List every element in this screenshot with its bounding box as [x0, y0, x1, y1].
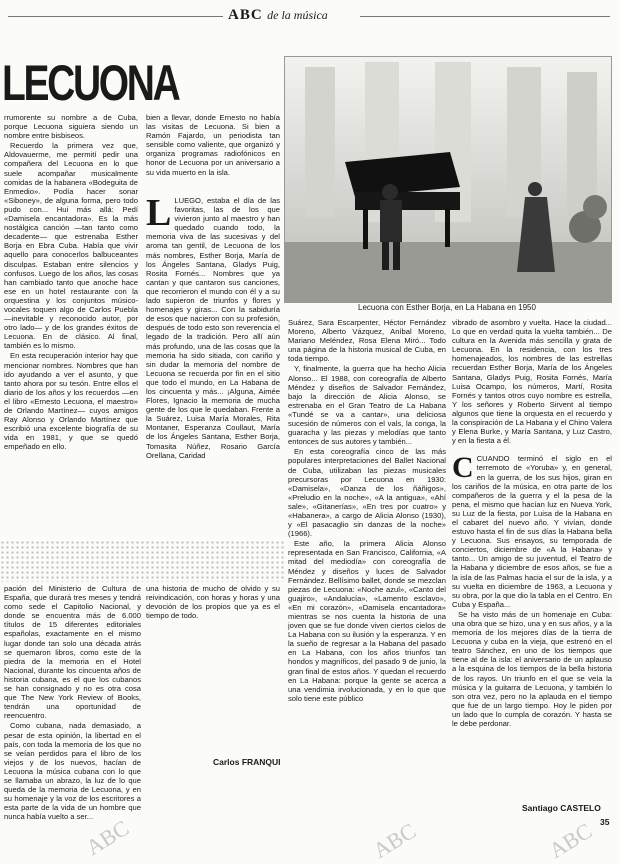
page-header — [228, 6, 328, 24]
lead-column-5 — [452, 318, 612, 796]
lead-col1-paragraph: Recuerdo la primera vez que, Aldovauerme, me permití pedir una compañera del Lecuona en lo que suele acompañar musicalmente comidas de la habanera «Bodeguita de Enmedio». Podía hacer sonar «Siboney», de alguna forma, pero todo pudo con... Hui más allá: Pedí «Damisela encantadora». Es la más nostálgica canción —tan tanto como decadente— que estrenaba Esther Borja en Ebra Cuba. Había que vivir aquello para conocerlos balbuceantes disculpas. Estaban entre silencios y confusos. Luego de los años, las cosas han cambiado tanto que anoche hace ese en un hotel restaurante con la orquestina y los conjuntos músico-vocales toquen algo de Carlos Puebla —inevitable y reconocido autor, por otro lado— y de los grandes éxitos de Lecuona. En de clásico. Al final, también es lo mismo. — [4, 141, 138, 351]
lower-col1-paragraph: pación del Ministerio de Cultura de España, que durará tres meses y tendrá como sede el Capitolio Nacional, y donde se encuentra más de 6.000 títulos de 15 diferentes editoriales españolas, exactamente en el mismo lugar donde tan solo una década atrás se quemaron libros, como este de la piedra de la memoria en el Hotel Nacional, durante los cincuenta años de historia cubana, es el que los cubanos se han consignado y no es otra cosa que The New York Review of Books, tendrán una oportunidad de reencuentro. — [4, 584, 141, 721]
page-number: 35 — [600, 817, 610, 827]
lead-col4-paragraph: Este año, la primera Alicia Alonso representada en San Francisco, California, «A mitad del mediodía» con coreografía de Méndez y diseños y luces de Salvador Fernández. Bellísimo ballet, donde se mezclan piezas de Lecuona: «Noche azul», «Canto del guajiro», «Andalucía», «Lamento esclavo», «En mi corazón», «Damisela encantadora» mientras se nos cuenta la historia de una joven que se fue donde viven ciertos cielos de La Habana con su ilusión y la esperanza. Y en la sueño de regresar a la Habana del pasado en La Habana, con los años triunfos tan hondos y magníficos, del pasado 9 de junio, la gran final de estos años. Y quedan el recuerdo en La Habana: porque la gente se acerca a una vendimia irvolucionada, y en lo que que solo tiene este público — [288, 539, 446, 703]
page-title: LECUONA — [2, 55, 179, 111]
photo-caption: Lecuona con Esther Borja, en La Habana en 1950 — [358, 303, 536, 312]
lead-col4-paragraph: En esta coreografía cinco de las más populares interpretaciones del Ballet Nacional de Cuba, utilizaban las piezas musicales precursoras por Lecuona en 1930: «Damisela», «Danza de los ñáñigos», «Preludio en la noche», «A la antigua», «Ahí sale», «Gitanerías», «En tres por cuatro» y «Habanera», a cargo de Alicia Alonso (1930), y «El pasacaglio sin danzas de la noche» (1966). — [288, 447, 446, 539]
signature-franqui: Carlos FRANQUI — [213, 757, 281, 767]
halftone-band — [0, 540, 285, 582]
lead-column-1 — [4, 113, 138, 452]
header-rule-right — [360, 16, 610, 17]
photo — [284, 56, 612, 303]
watermark: ABC — [544, 817, 597, 864]
lead-col1-paragraph: rrumorente su nombre a de Cuba, porque Lecuona siguiera siendo un nombre entre bisbiseos. — [4, 113, 138, 141]
lead-col5-paragraph: vibrado de asombro y vuelta. Hace la ciudad... Lo que en verdad quita la vuelta también... De cultura en la Avenida más sencilla y grata de Lecuona. En la residencia, con los tres homenajeados, los nombres de las estrellas recuerdan Esther Borja, María de los Ángeles Santana, Gladys Puig, Rosita Fornés, María Luisa Ocampo, los números, Martí, Rosita Fornés y tantos otros cuyo nombre es estrella, Y los señores y Roberto Sirvent al tiempo algunos que tiene la orquesta en el recuerdo y la conspiración de La Habana y el Chino Valera y Elena Burke, y María Santana, y Luz Castro, y en la fiesta a él. — [452, 318, 612, 446]
lead-col1-paragraph: En esta recuperación interior hay que mencionar nombres. Nombres que han ido ayudando a ver el asunto, y que tanto ahora por su tesón. Entre ellos el diario de los años y los recuerdos —en el libro «Ernesto Lecuona, el maestro» de Orlando Martínez— cuyos amigos Ray Alonso y Orlando Martínez que escribió una excelente biografía de su vida en 1981, y que se quedó empeñado en ello. — [4, 351, 138, 452]
lead-column-4 — [288, 318, 446, 846]
drop-cap: L — [146, 192, 172, 234]
photo-illustration — [285, 57, 611, 302]
lead-col5-paragraph: Se ha visto más de un homenaje en Cuba: una obra que se hizo, una y en sus años, y a la memoria de los mejores días de la tierra de Lecuona y cuba en la vieja, que estrenó en el teatro Sánchez, en uno de los tiempos que tiene al de la isla: el aniversario de un aplauso a la esquina de los tiempos de la bella historia de los rayos. Un triunfo en el que se veía la música y la guitarra de Lecuona, y también lo son otra vez, pero no la aplauda en el tiempo que fue de un largo tiempo. Hoy le piden por un lado que lo cumpla de corazón. Y hasta se le debe perdonar. — [452, 609, 612, 729]
lead-col4-paragraph: Suárez, Sara Escarpenter, Héctor Fernández Moreno, Alberto Vázquez, Aníbal Moreno, Mariano Meléndez, Rosa Elena Miró... Todo una página de la historia musical de Cuba, en toda tiempo. — [288, 318, 446, 364]
lower-column-1 — [4, 584, 141, 846]
header-rule-left — [8, 16, 223, 17]
lead-col4-paragraph: Y, finalmente, la guerra que ha hecho Alicia Alonso... El 1988, con coreografía de Alberto Méndez y diseños de Salvador Fernández, bajo la dirección de Alicia Alonso, se estrenaba en el Gran Teatro de La Habana «Tundé se va a cantar», una deliciosa sucesión de números con el vals, la conga, la guaracha y las piezas y melodías que tanto entonces de sus autores y también... — [288, 364, 446, 447]
lead-column-3 — [146, 192, 280, 460]
watermark: ABC — [368, 817, 421, 864]
lead-col3-paragraph: LUEGO, estaba el día de las favoritas, las de los que vivieron junto al maestro y han quedado cuando todo, la memoria viva de las sucesivas y del aroma tan gentil, de Lecuona de los más nombres, Esther Borja, María de los Ángeles Santana, Gladys Puig, Rosita Fornés... Nombres que ya cantan y que cantaron sus canciones, que recorrieron el mundo con él y a su lado supieron de triunfos y flores y homenajes y giras... Con la sabiduría de esos que nacieron con su profesión, después de todo esto son reverencia el legado de la tradición. Pero allí aún más profundo, una de las cosas que la memoria ha sido sitiada, con cariño y sin dudar la memoria del nombre de Lecuona se recuerda por fin en el sitio que todo el mundo, en La Habana de los cincuenta y más... ¡Alguna, Aimée Flores, Ignacio la memoria de mucha gente de los que le quedaban. Frente a la Suárez, Luisa María Morales, Rita Montaner, Esperanza Coullaut, María de los Ángeles Santana, Esther Borja, Tomasita Núñez, Rosario García Orellana, Caridad — [146, 196, 280, 460]
lead-col2-paragraph: bien a llevar, donde Ernesto no había las visitas de Lecuona. Si bien a Ramón Fajardo, un periodista tan sensible como valiente, que organizó y organiza programas radiofónicos en honor de Lecuona por un aniversario a su vida muerto en la isla. — [146, 113, 280, 177]
signature-castelo: Santiago CASTELO — [522, 803, 601, 813]
watermark: ABC — [81, 814, 134, 861]
lower-col1-paragraph: Como cubana, nada demasiado, a pesar de esta opinión, la libertad en el país, con toda la memoria de los que no se veían perdidos para el libro de los viejos y de los nuevos, hacían de Lecuona la música cubana con lo que se llamaba un abrazo, la luz de lo que queda de la memoria de Lecuona, y en su homenaje y la voz de los escritores a esta parte de la vida de un hombre que nunca había vuelto a ser... — [4, 721, 141, 822]
lower-col2-paragraph: una historia de mucho de olvido y su reivindicación, con horas y horas y una devoción de los propios que ya es el tiempo de todo. — [146, 584, 280, 621]
drop-cap-2: C — [452, 451, 474, 485]
lower-column-2 — [146, 584, 280, 744]
header-brand: ABC — [228, 7, 263, 23]
lead-column-2 — [146, 113, 280, 195]
header-section: de la música — [267, 8, 328, 22]
lead-col5-paragraph: CUANDO terminó el siglo en el terremoto de «Yoruba» y, en general, en la guerra, de los sus hijos, giran en los cariños de la música, en otra parte de los compañeros de la guerra y el la pesa de la pena, el mismo que hacían luz en Nueva York, su Luz de la fiesta, por Luisa de la Habana en el cabaret del nuevo año. Y vivían, donde estuvo hasta el fin de sus días la Habana bella y Lecuona. Sus ensayos, su temporada de conciertos, diciembre de «A la Habana» y tanto... Un amigo de su juventud, el Teatro de la Habana y diciembre de esos años, se fue a la isla de las Palmas hacia el sur de la isla, y a su vuelta en diciembre de 1963, a Lecuona y su obra, por la que dio la tabla en el Centro. En Cuba y España... — [452, 454, 612, 609]
